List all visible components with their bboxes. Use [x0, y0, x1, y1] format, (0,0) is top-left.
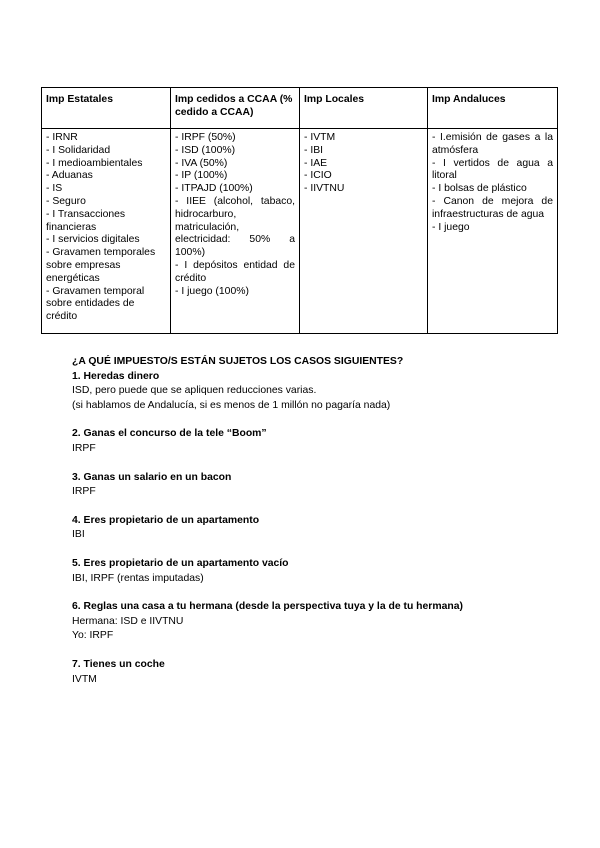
list-item: - Gravamen temporal sobre entidades de crédito [46, 285, 145, 323]
cell-imp-locales [300, 129, 428, 334]
header-imp-cedidos: Imp cedidos a CCAA (% cedido a CCAA) [171, 88, 300, 129]
list-item: - IVTM [304, 132, 336, 143]
question-block-5 [72, 557, 542, 586]
list-item: - IAE [304, 157, 328, 169]
list-item: - I bolsas de plástico [432, 183, 527, 195]
list-item: - Aduanas [46, 170, 93, 182]
header-imp-estatales: Imp Estatales [42, 88, 171, 129]
list-item: - I depósitos entidad de crédito [175, 259, 295, 284]
question-title: 5. Eres propietario de un apartamento vacío [72, 557, 289, 569]
list-item: - IP (100%) [175, 170, 228, 182]
answer-line: Hermana: ISD e IIVTNU [72, 615, 184, 627]
answer-line: IBI, IRPF (rentas imputadas) [72, 572, 204, 584]
list-item: - IIVTNU [304, 183, 345, 195]
list-item: - I juego (100%) [175, 285, 249, 297]
question-title: 2. Ganas el concurso de la tele “Boom” [72, 428, 267, 440]
question-title: 4. Eres propietario de un apartamento [72, 514, 260, 526]
questions-heading: ¿A QUÉ IMPUESTO/S ESTÁN SUJETOS LOS CASOS SIGUIENTES? [72, 356, 404, 367]
tax-table [41, 87, 558, 334]
list-item: - I servicios digitales [46, 234, 140, 246]
list-item: - I vertidos de agua a litoral [432, 157, 553, 182]
question-block-4 [72, 514, 542, 543]
answer-line: IRPF [72, 442, 96, 454]
list-item: - IS [46, 183, 63, 195]
question-title: 3. Ganas un salario en un bacon [72, 471, 232, 483]
list-item: - IIEE (alcohol, tabaco, hidrocarburo, matriculación, electricidad: 50% a 100%) [175, 195, 295, 259]
list-item: - ITPAJD (100%) [175, 183, 253, 195]
question-title: 1. Heredas dinero [72, 370, 160, 382]
question-block-2 [72, 427, 542, 456]
answer-line: (si hablamos de Andalucía, si es menos de 1 millón no pagaría nada) [72, 399, 391, 411]
list-item: - Gravamen temporales sobre empresas energéticas [46, 247, 156, 284]
answer-line: Yo: IRPF [72, 630, 114, 642]
list-item: - I juego [432, 221, 470, 233]
list-item: - IBI [304, 144, 324, 156]
question-block-1 [72, 370, 542, 414]
table-header-row [42, 88, 558, 129]
cell-imp-andaluces [428, 129, 558, 334]
answer-line: ISD, pero puede que se apliquen reducciones varias. [72, 385, 317, 397]
list-item: - I medioambientales [46, 157, 143, 169]
list-item: - I Transacciones financieras [46, 208, 126, 233]
question-block-3 [72, 471, 542, 500]
list-item: - Seguro [46, 195, 86, 207]
list-item: - ISD (100%) [175, 144, 236, 156]
header-imp-locales: Imp Locales [300, 88, 428, 129]
cell-imp-cedidos [171, 129, 300, 334]
question-title: 6. Reglas una casa a tu hermana (desde la perspectiva tuya y la de tu hermana) [72, 601, 463, 613]
list-item: - I.emisión de gases a la atmósfera [432, 132, 553, 156]
list-item: - IRPF (50%) [175, 132, 236, 143]
table-row [42, 129, 558, 334]
questions-section [72, 355, 542, 701]
header-imp-andaluces: Imp Andaluces [428, 88, 558, 129]
question-block-6 [72, 600, 542, 644]
list-item: - Canon de mejora de infraestructuras de agua [432, 195, 553, 220]
cell-imp-estatales [42, 129, 171, 334]
answer-line: IBI [72, 529, 85, 541]
question-block-7 [72, 658, 542, 687]
question-title: 7. Tienes un coche [72, 658, 165, 670]
answer-line: IRPF [72, 486, 96, 498]
answer-line: IVTM [72, 673, 97, 685]
list-item: - IRNR [46, 132, 78, 143]
list-item: - IVA (50%) [175, 157, 228, 169]
list-item: - I Solidaridad [46, 144, 111, 156]
list-item: - ICIO [304, 170, 332, 182]
